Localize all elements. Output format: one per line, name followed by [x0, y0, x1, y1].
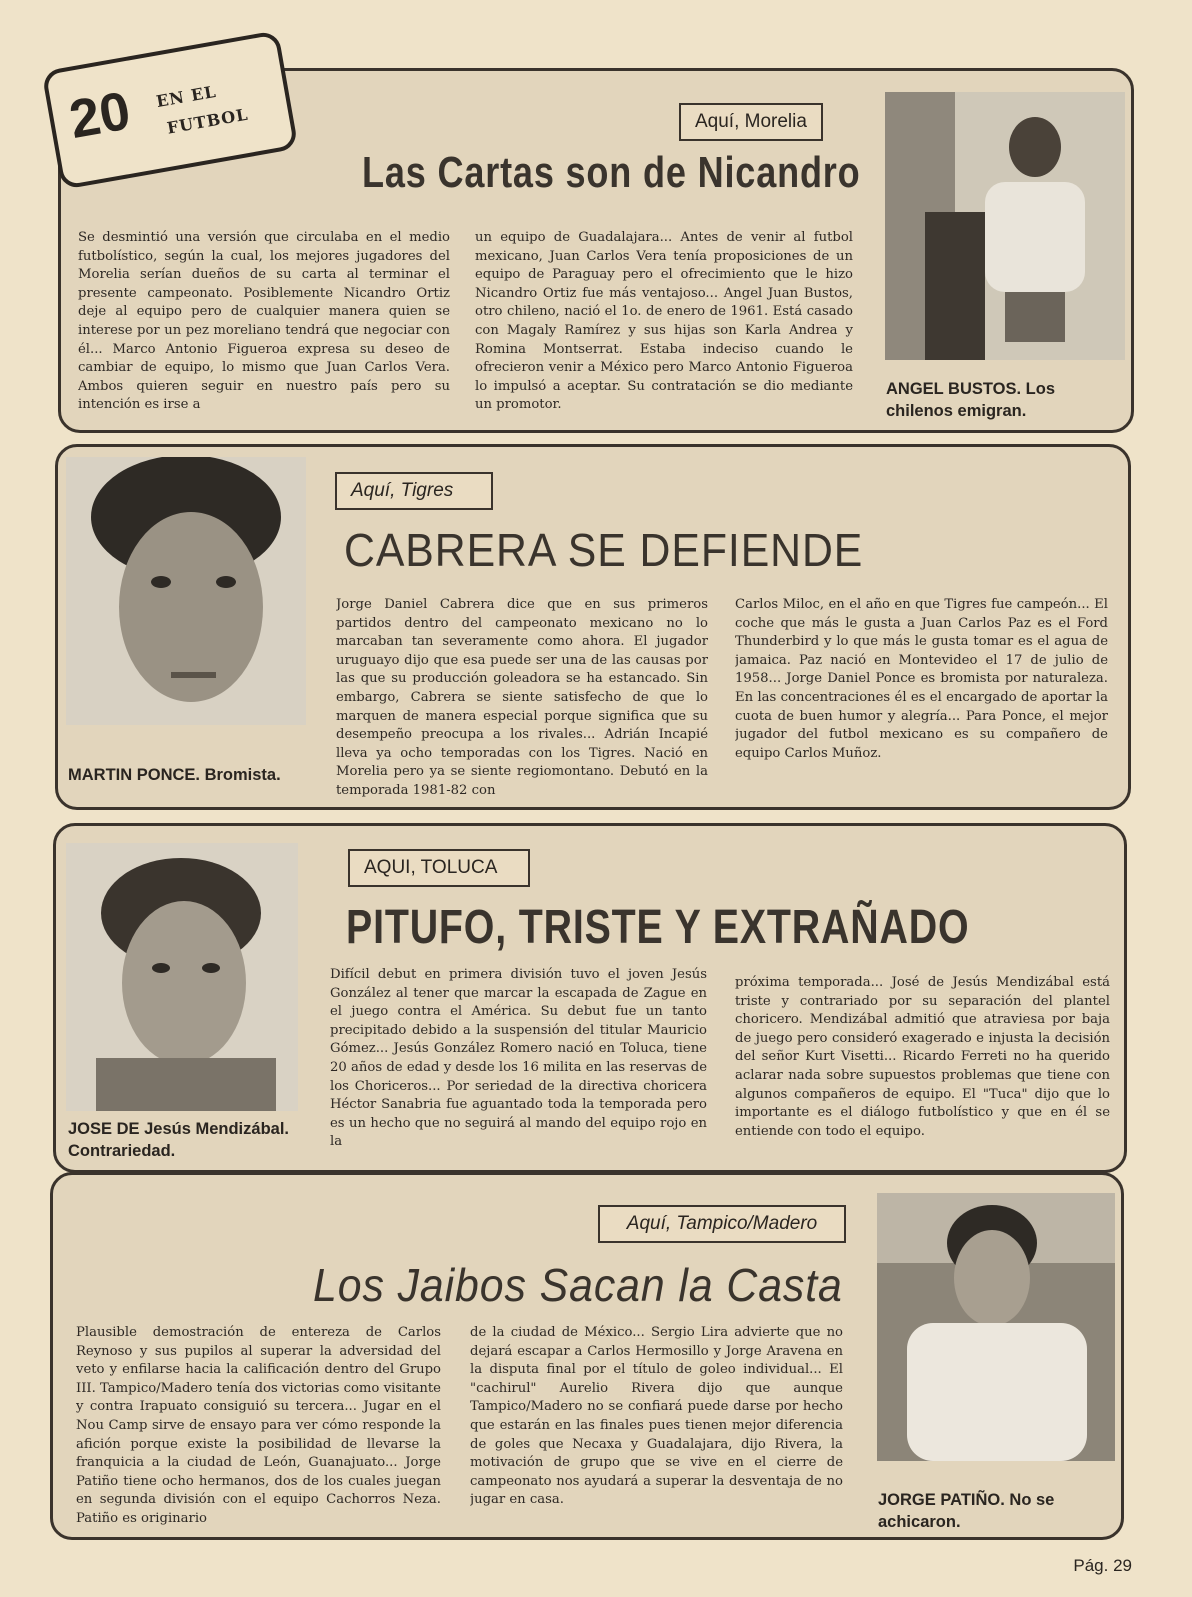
section-tag-tigres: Aquí, Tigres: [335, 472, 493, 510]
article-column-toluca-1: Difícil debut en primera división tuvo el joven Jesús González al tener que marcar la escapada de Zague en el juego contra el América. Su debut fue un tanto precipitado debido a la suspensión del titular Mauricio Gómez... Jesús González Romero nació en Toluca, tiene 20 años de edad y desde los 16 milita en las reservas de los Choriceros... Por seriedad de la directiva choricera Héctor Sanabria fue aguantado toda la temporada pero es un hecho que no seguirá al mando del equipo rojo en la: [330, 967, 707, 1150]
article-column-morelia-2: un equipo de Guadalajara... Antes de venir al futbol mexicano, Juan Carlos Vera tenía proposiciones de un equipo de Paraguay pero el ofrecimiento que le hizo Nicandro Ortiz fue más ventajoso... Angel Juan Bustos, otro chileno, nació el 1o. de enero de 1961. Está casado con Magaly Ramírez y sus hijas son Karla Andrea y Romina Montserrat. Estaba indeciso cuando le ofrecieron venir a México pero Marco Antonio Figueroa lo impulsó a aceptar. Su contratación se dio mediante un promotor.: [475, 230, 853, 413]
headline-tigres: CABRERA SE DEFIENDE: [344, 524, 864, 576]
logo-number: 20: [65, 80, 135, 151]
headline-morelia: Las Cartas son de Nicandro: [362, 148, 861, 197]
article-column-tigres-2: Carlos Miloc, en el año en que Tigres fue campeón... El coche que más le gusta a Juan Carlos Paz es el Ford Thunderbird y lo que más le gusta tomar es el agua de jamaica. Paz nació en Montevideo el 17 de julio de 1958... Jorge Daniel Ponce es bromista por naturaleza. En las concentraciones él es el encargado de aportar la cuota de buen humor y alegría... Para Ponce, el mejor jugador del futbol mexicano es su compañero de equipo Carlos Muñoz.: [735, 597, 1108, 761]
caption-martin-ponce: MARTIN PONCE. Bromista.: [68, 766, 281, 784]
photo-martin-ponce: [66, 457, 306, 725]
photo-angel-bustos: [885, 92, 1125, 360]
photo-jorge-patino: [877, 1193, 1115, 1461]
photo-jose-mendizabal: [66, 843, 298, 1111]
section-tag-toluca: AQUI, TOLUCA: [348, 849, 530, 887]
logo-line2: FUTBOL: [165, 104, 250, 138]
article-column-tigres-1: Jorge Daniel Cabrera dice que en sus primeros partidos dentro del campeonato mexicano no lo marcaban tan severamente como ahora. El jugador uruguayo dijo que esa puede ser una de las causas por las que su producción goleadora se ha estancado. Sin embargo, Cabrera se siente satisfecho de que lo marquen de manera especial porque significa que su desempeño preocupa a los rivales... Adrián Incapié lleva ya ocho temporadas con los Tigres. Nació en Morelia pero ya se siente regiomontano. Debutó en la temporada 1981-82 con: [336, 597, 708, 798]
article-column-tampico-2: de la ciudad de México... Sergio Lira advierte que no dejará escapar a Carlos Hermosillo y Jorge Aravena en la disputa final por el título de goleo individual... El "cachirul" Aurelio Rivera dijo que aunque Tampico/Madero no se confiará puede darse por hecho que estarán en las finales pues tienen mejor diferencia de goles que Necaxa y Guadalajara, dijo Rivera, la motivación de grupo que se vive en el cierre de campeonato nos ayudará a superar la desventaja de no jugar en casa.: [470, 1325, 843, 1508]
article-column-toluca-2: próxima temporada... José de Jesús Mendizábal está triste y contrariado por su separación del plantel choricero. Mendizábal admitió que atraviesa por baja de juego pero consideró exagerado e injusta la decisión del señor Kurt Visetti... Ricardo Ferreti no ha querido aclarar nada sobre supuestos problemas que tiene con algunos compañeros de equipo. El "Tuca" dijo que lo importante es el diálogo futbolístico y que en él se entiende con todo el equipo.: [735, 975, 1110, 1139]
logo-line1: EN EL: [154, 81, 218, 112]
caption-angel-bustos: ANGEL BUSTOS. Los chilenos emigran.: [886, 380, 1055, 420]
section-tag-morelia: Aquí, Morelia: [679, 103, 823, 141]
caption-jose-mendizabal: JOSE DE Jesús Mendizábal. Contrariedad.: [68, 1120, 289, 1160]
caption-jorge-patino: JORGE PATIÑO. No se achicaron.: [878, 1491, 1055, 1531]
headline-tampico-madero: Los Jaibos Sacan la Casta: [313, 1259, 843, 1311]
section-tag-tampico-madero: Aquí, Tampico/Madero: [598, 1205, 846, 1243]
article-column-morelia-1: Se desmintió una versión que circulaba en el medio futbolístico, según la cual, los mejores jugadores del Morelia serían dueños de su carta al terminar el presente campeonato. Posiblemente Nicandro Ortiz deje al equipo pero de cualquier manera quien se interese por un pez moreliano tendrá que negociar con él... Marco Antonio Figueroa expresa su deseo de cambiar de equipo, lo mismo que Juan Carlos Vera. Ambos quieren seguir en nuestro país pero su intención es irse a: [78, 230, 450, 413]
article-column-tampico-1: Plausible demostración de entereza de Carlos Reynoso y sus pupilos al superar la adversidad del veto y enfilarse hacia la calificación dentro del Grupo III. Tampico/Madero tenía dos victorias como visitante y contra Irapuato consiguió su tercera... Jugar en el Nou Camp sirve de ensayo para ver cómo responde la afición porque existe la posibilidad de llevarse la franquicia a la ciudad de León, Guanajuato... Jorge Patiño tiene ocho hermanos, dos de los cuales juegan en segunda división con el equipo Cachorros Neza. Patiño es originario: [76, 1325, 441, 1526]
page-number: Pág. 29: [1073, 1556, 1132, 1575]
headline-toluca: PITUFO, TRISTE Y EXTRAÑADO: [346, 901, 970, 954]
